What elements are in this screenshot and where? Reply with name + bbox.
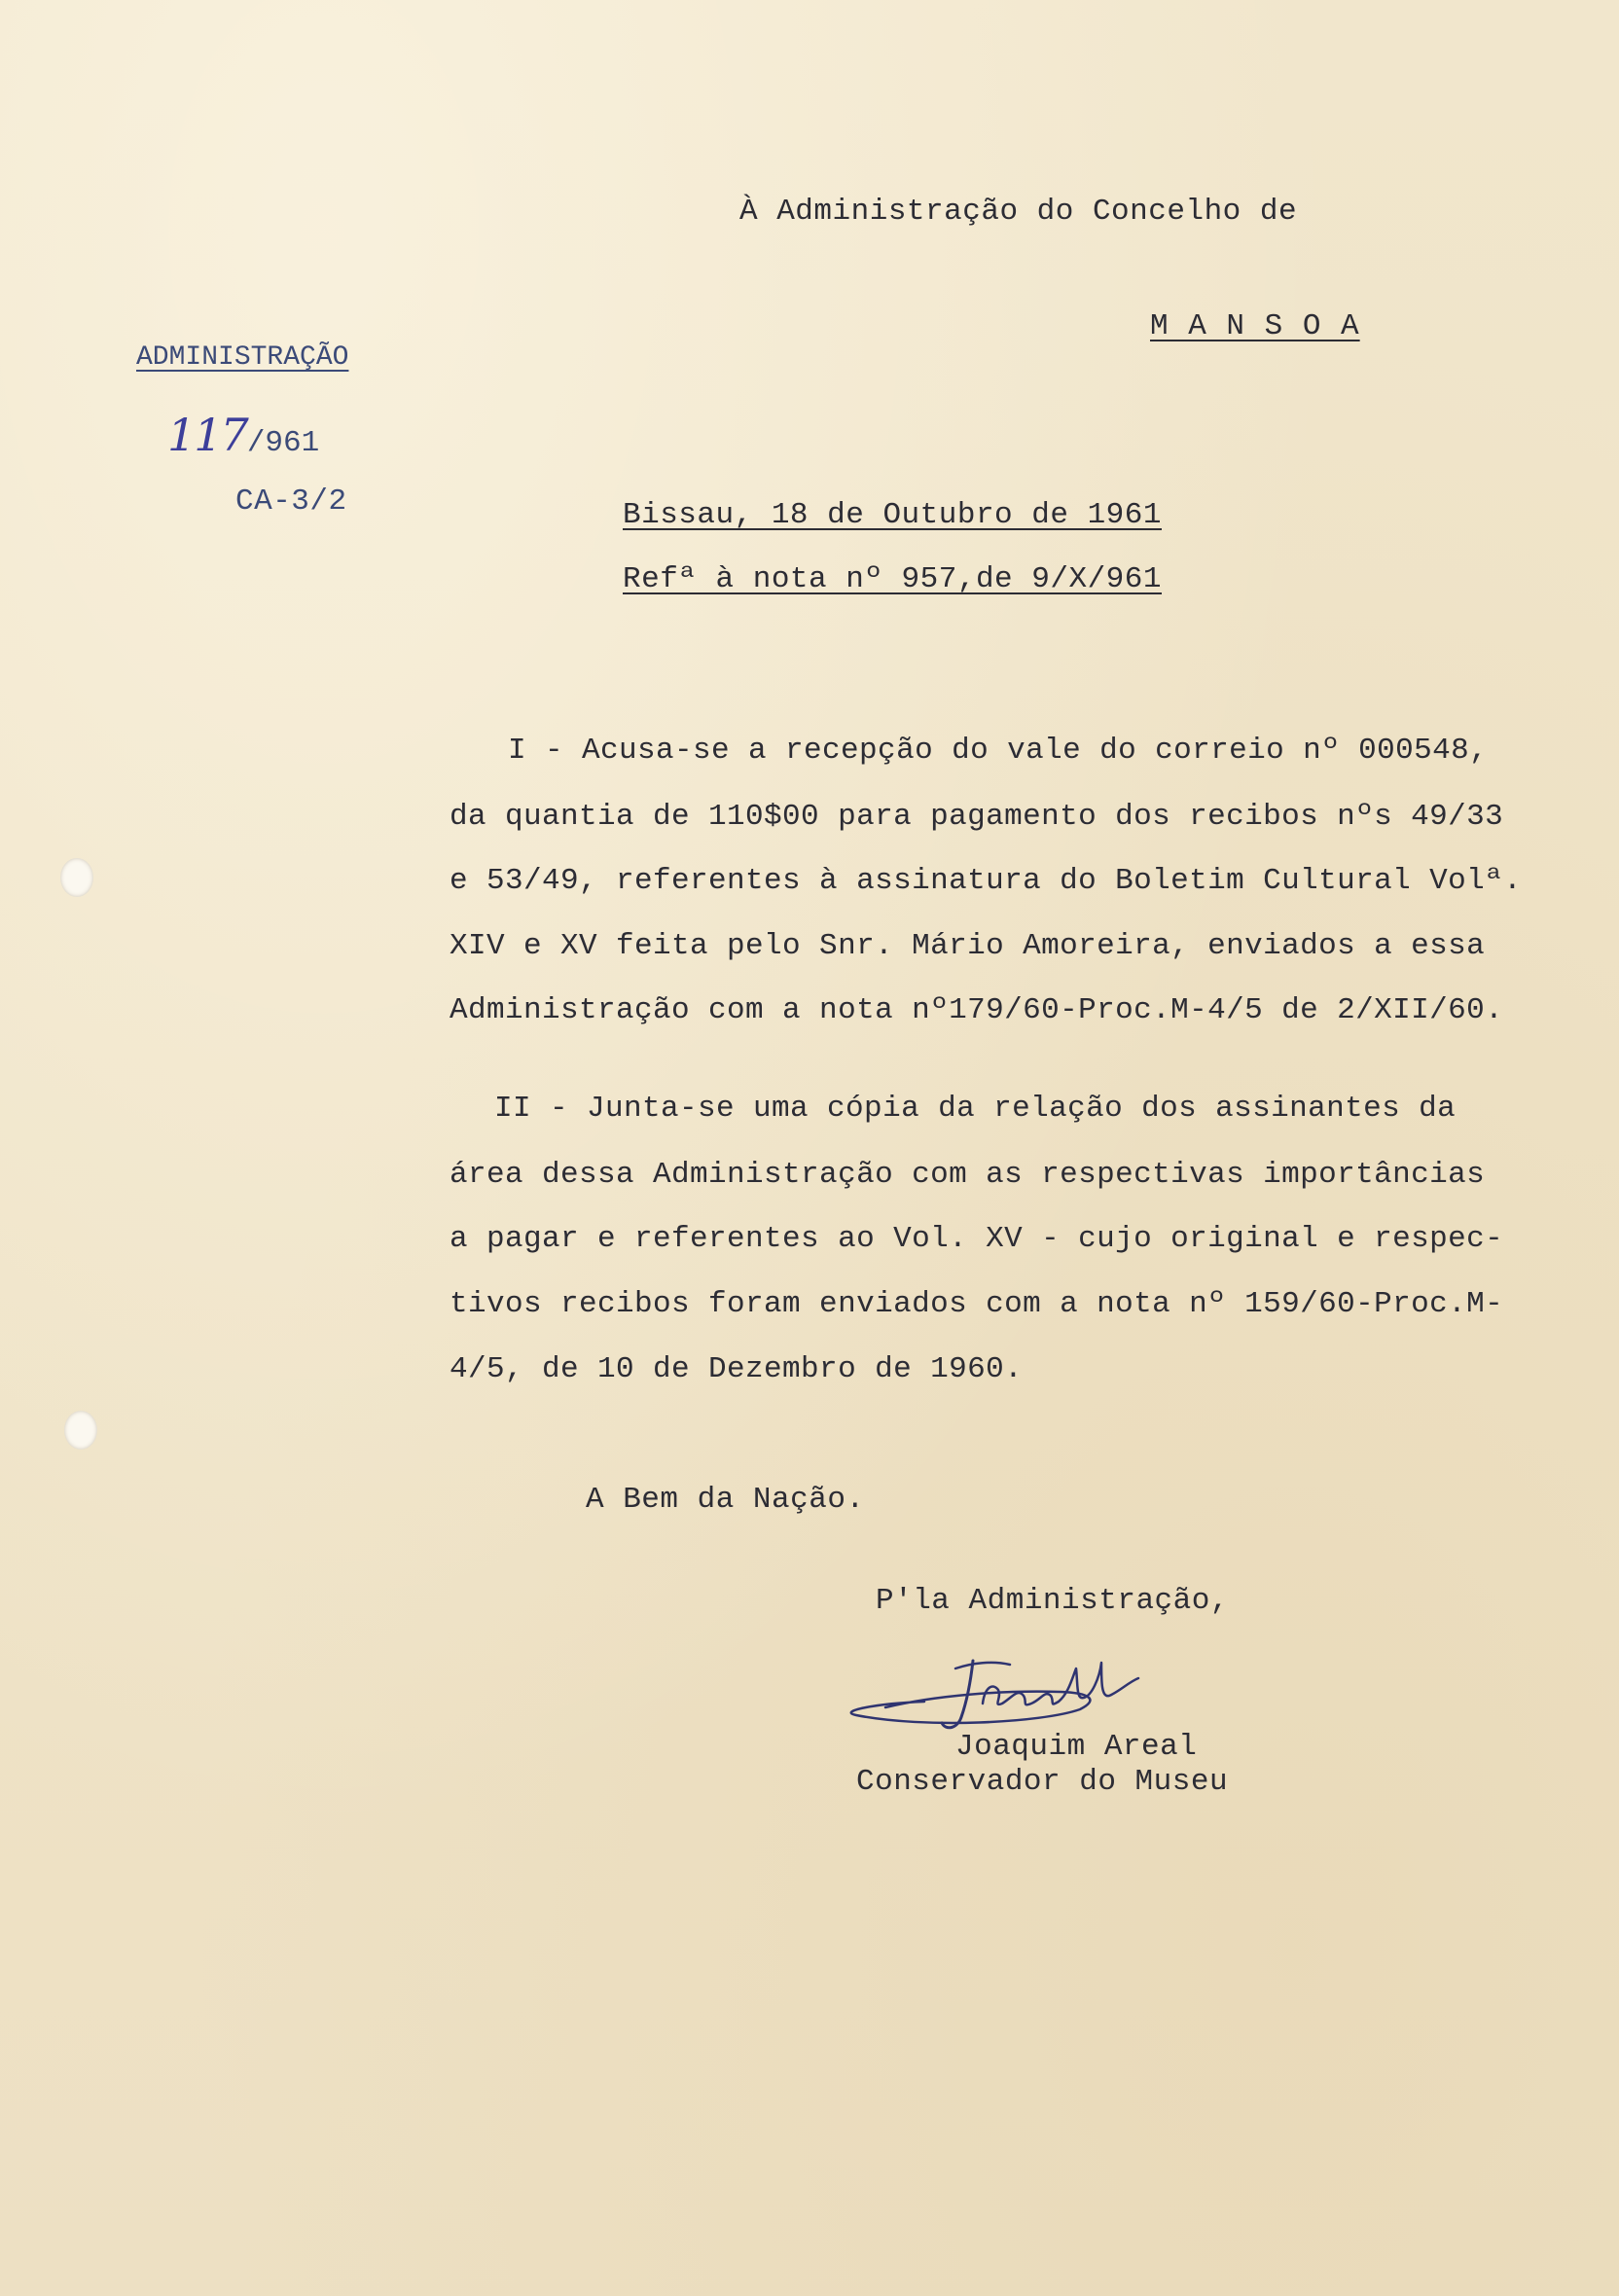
para1-line-3: e 53/49, referentes à assinatura do Boletim Cultural Volª. — [450, 864, 1523, 898]
para1-line-4: XIV e XV feita pelo Snr. Mário Amoreira, enviados a essa — [450, 929, 1486, 963]
para1-line-2: da quantia de 110$00 para pagamento dos recibos nºs 49/33 — [450, 800, 1504, 834]
para2-line-2: área dessa Administração com as respectivas importâncias — [450, 1158, 1486, 1192]
punch-hole-bottom — [64, 1411, 97, 1450]
para2-line-5: 4/5, de 10 de Dezembro de 1960. — [450, 1352, 1024, 1386]
stamp-header: ADMINISTRAÇÃO — [136, 342, 349, 373]
recipient-line-1: À Administração do Concelho de — [739, 195, 1298, 229]
reference-number — [167, 409, 319, 461]
para2-line-3: a pagar e referentes ao Vol. XV - cujo original e respec- — [450, 1222, 1504, 1256]
signer-name: Joaquim Areal — [955, 1730, 1198, 1764]
closing-salutation: A Bem da Nação. — [586, 1483, 865, 1517]
punch-hole-top — [60, 858, 93, 897]
date-line: Bissau, 18 de Outubro de 1961 — [623, 498, 1162, 532]
para2-line-1: II - Junta-se uma cópia da relação dos assinantes da — [494, 1092, 1457, 1126]
para1-line-1: I - Acusa-se a recepção do vale do correio nº 000548, — [508, 734, 1489, 768]
reference-code: CA-3/2 — [235, 484, 347, 519]
reference-number-handwritten: 117 — [167, 409, 247, 461]
para1-line-5: Administração com a nota nº179/60-Proc.M-4/5 de 2/XII/60. — [450, 993, 1504, 1027]
reference-line: Refª à nota nº 957,de 9/X/961 — [623, 562, 1162, 596]
recipient-line-2: M A N S O A — [1150, 309, 1360, 343]
reference-year: /961 — [246, 426, 320, 460]
on-behalf-line: P'la Administração, — [876, 1584, 1229, 1618]
para2-line-4: tivos recibos foram enviados com a nota nº 159/60-Proc.M- — [450, 1287, 1504, 1321]
signer-title: Conservador do Museu — [856, 1765, 1229, 1799]
